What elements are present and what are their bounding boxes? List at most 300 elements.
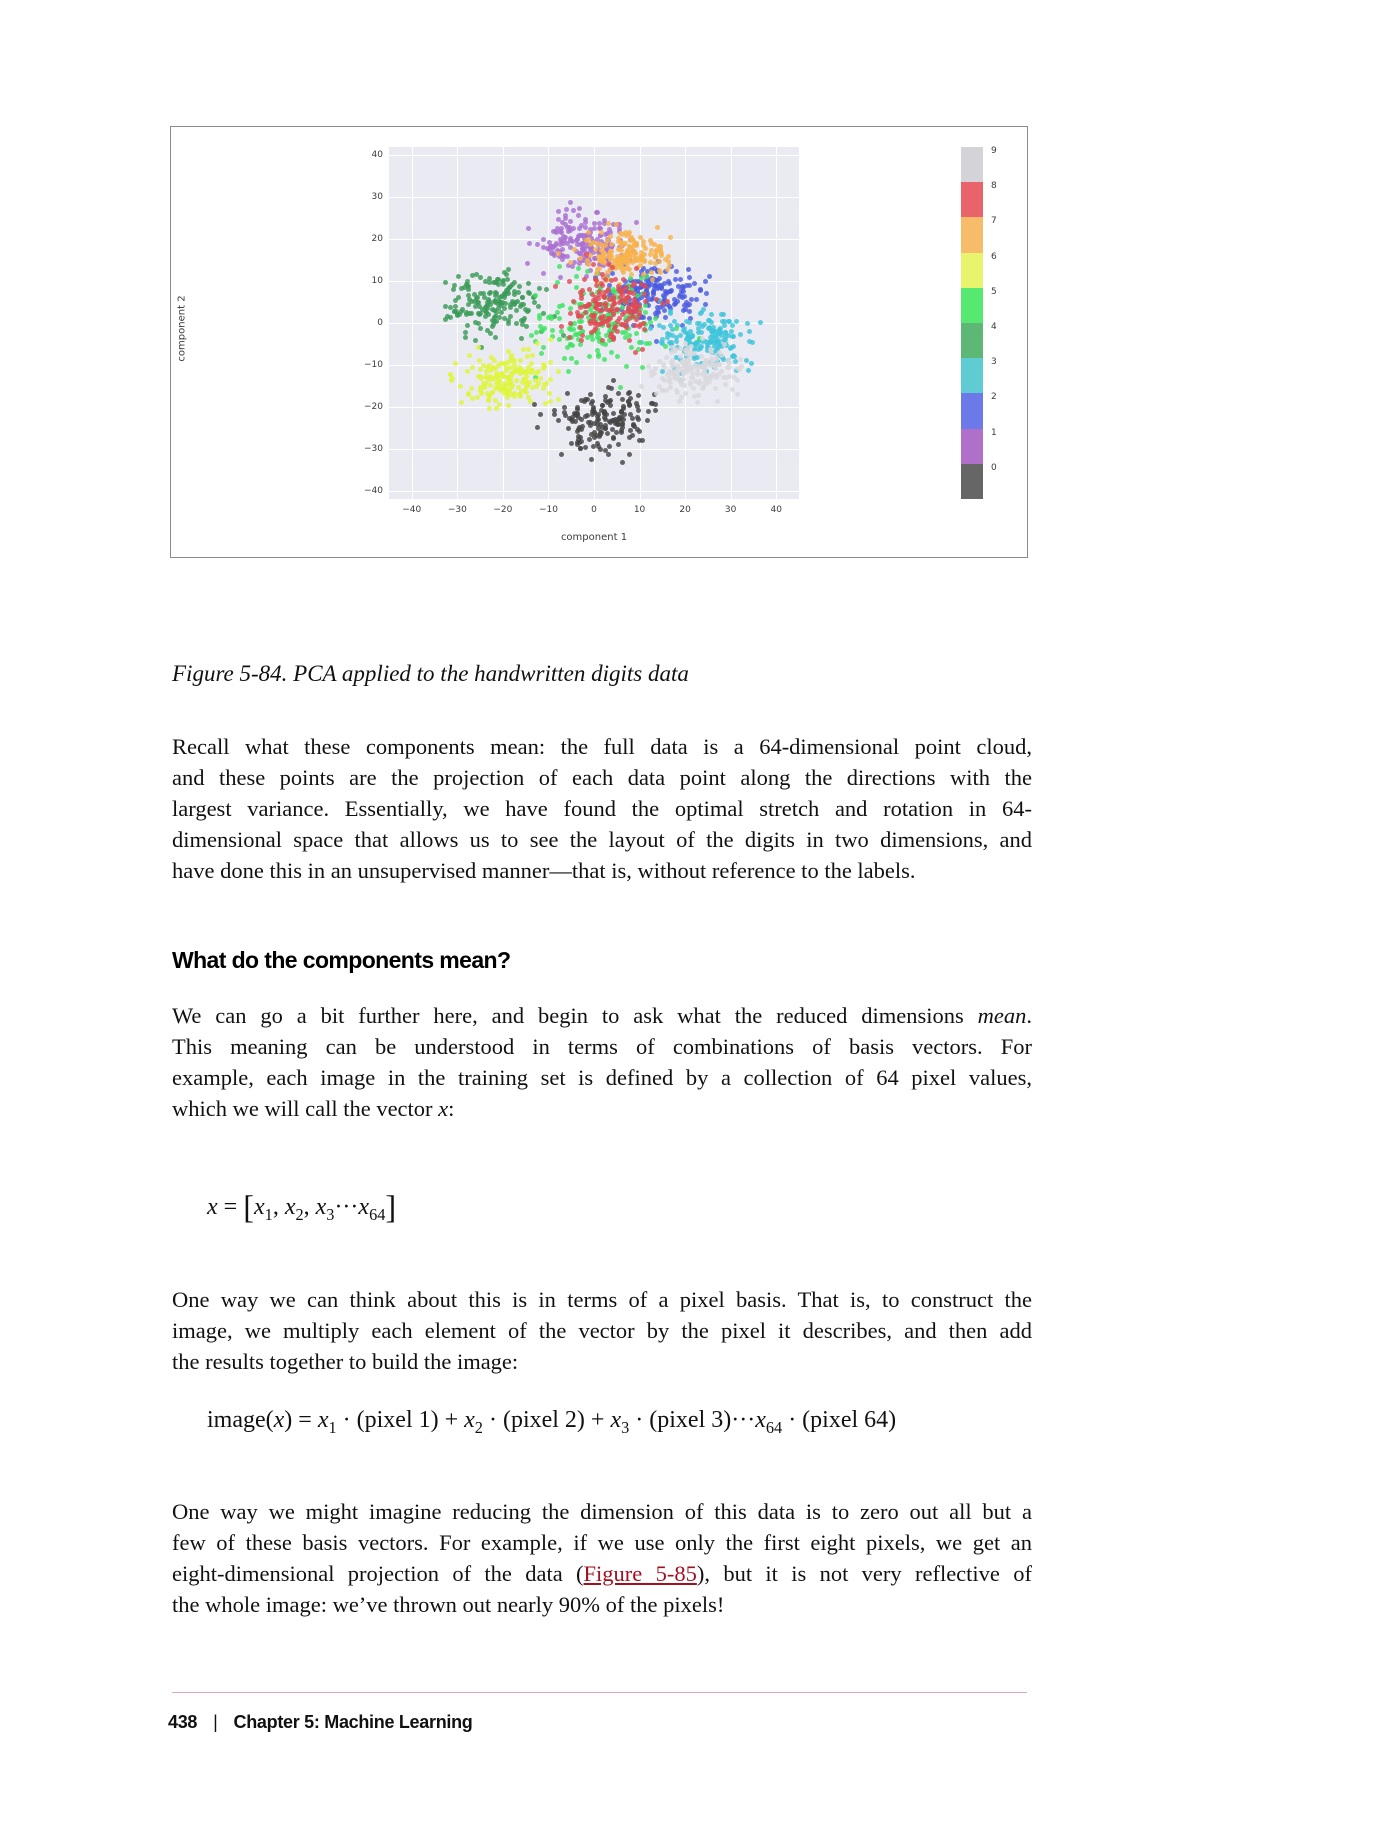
scatter-point xyxy=(627,435,632,440)
text-line: dimensional space that allows us to see the layout of the digits in two dimensions, and xyxy=(172,827,1032,852)
colorbar-segment xyxy=(961,429,983,464)
scatter-point xyxy=(726,319,731,324)
scatter-point xyxy=(634,401,639,406)
scatter-point xyxy=(580,333,585,338)
scatter-point xyxy=(520,295,525,300)
scatter-point xyxy=(443,304,448,309)
scatter-point xyxy=(619,409,624,414)
scatter-point xyxy=(473,338,478,343)
scatter-point xyxy=(667,304,672,309)
colorbar-tick-label: 3 xyxy=(991,357,997,368)
scatter-point xyxy=(630,416,635,421)
x-tick-label: −10 xyxy=(538,505,558,515)
scatter-point xyxy=(548,399,553,404)
colorbar-tick-label: 9 xyxy=(991,146,997,156)
scatter-point xyxy=(641,272,646,277)
scatter-point xyxy=(696,347,701,352)
scatter-point xyxy=(694,297,699,302)
scatter-point xyxy=(692,356,697,361)
scatter-point xyxy=(587,437,592,442)
scatter-point xyxy=(556,397,561,402)
text-line: largest variance. Essentially, we have found the optimal stretch and rotation in 64- xyxy=(172,796,1032,821)
scatter-point xyxy=(508,305,513,310)
scatter-point xyxy=(713,329,718,334)
text-run: ), but it is not very reflective of xyxy=(696,1561,1032,1586)
scatter-point xyxy=(603,277,608,282)
text-line: image, we multiply each element of the vector by the pixel it describes, and then add xyxy=(172,1318,1032,1343)
scatter-point xyxy=(681,372,686,377)
scatter-point xyxy=(715,399,720,404)
scatter-point xyxy=(605,431,610,436)
text-line: the whole image: we’ve thrown out nearly 90% of the pixels! xyxy=(172,1592,725,1617)
scatter-point xyxy=(578,342,583,347)
scatter-point xyxy=(670,333,675,338)
text-line: the results together to build the image: xyxy=(172,1349,519,1374)
scatter-point xyxy=(557,316,562,321)
scatter-point xyxy=(562,405,567,410)
scatter-point xyxy=(578,435,583,440)
text-run: which we will call the vector xyxy=(172,1096,439,1121)
scatter-point xyxy=(568,311,573,316)
text-line xyxy=(172,1558,1032,1589)
scatter-point xyxy=(528,399,533,404)
text-emphasis: mean xyxy=(977,1003,1027,1028)
scatter-point xyxy=(564,207,569,212)
scatter-point xyxy=(548,377,553,382)
scatter-point xyxy=(636,417,641,422)
y-tick-label: −40 xyxy=(364,485,383,496)
scatter-point xyxy=(565,391,570,396)
scatter-point xyxy=(686,267,691,272)
scatter-point xyxy=(623,241,628,246)
scatter-point xyxy=(628,396,633,401)
scatter-point xyxy=(660,301,665,306)
scatter-point xyxy=(498,300,503,305)
scatter-point xyxy=(568,200,573,205)
scatter-point xyxy=(653,311,658,316)
scatter-point xyxy=(709,312,714,317)
scatter-point xyxy=(677,294,682,299)
scatter-point xyxy=(630,260,635,265)
scatter-point xyxy=(458,384,463,389)
scatter-point xyxy=(569,417,574,422)
scatter-point xyxy=(728,346,733,351)
scatter-point xyxy=(556,209,561,214)
figure-caption: Figure 5-84. PCA applied to the handwritten digits data xyxy=(172,661,689,686)
scatter-point xyxy=(687,320,692,325)
scatter-point xyxy=(579,296,584,301)
text-line: Recall what these components mean: the full data is a 64-dimensional point cloud, xyxy=(172,734,1032,759)
scatter-point xyxy=(704,291,709,296)
scatter-point xyxy=(639,384,644,389)
scatter-point xyxy=(512,292,517,297)
scatter-point xyxy=(745,321,750,326)
scatter-point xyxy=(445,314,450,319)
scatter-point xyxy=(625,295,630,300)
scatter-point xyxy=(608,234,613,239)
scatter-point xyxy=(579,398,584,403)
text-line: One way we can think about this is in terms of a pixel basis. That is, to construct the xyxy=(172,1287,1032,1312)
scatter-point xyxy=(699,310,704,315)
colorbar-segment xyxy=(961,182,983,217)
scatter-point xyxy=(505,395,510,400)
scatter-point xyxy=(711,335,716,340)
scatter-point xyxy=(707,274,712,279)
scatter-point xyxy=(571,208,576,213)
y-tick-label: 30 xyxy=(371,192,383,203)
scatter-point xyxy=(719,369,724,374)
scatter-point xyxy=(466,284,471,289)
scatter-point xyxy=(602,357,607,362)
scatter-point xyxy=(493,290,498,295)
scatter-point xyxy=(639,256,644,261)
scatter-point xyxy=(666,279,671,284)
scatter-point xyxy=(606,452,611,457)
x-tick-label: 20 xyxy=(679,505,691,515)
scatter-point xyxy=(466,302,471,307)
scatter-point xyxy=(525,354,530,359)
scatter-point xyxy=(576,313,581,318)
scatter-point xyxy=(518,358,523,363)
scatter-point xyxy=(664,388,669,393)
gridline-horizontal xyxy=(389,197,799,198)
scatter-point xyxy=(683,391,688,396)
scatter-point xyxy=(493,335,498,340)
scatter-point xyxy=(517,284,522,289)
paragraph-recall xyxy=(172,731,1032,886)
text-run: eight-dimensional projection of the data ( xyxy=(172,1561,584,1586)
scatter-point xyxy=(576,266,581,271)
scatter-point xyxy=(584,252,589,257)
scatter-point xyxy=(514,378,519,383)
scatter-point xyxy=(463,330,468,335)
figure-container xyxy=(170,126,1028,558)
scatter-point xyxy=(645,418,650,423)
scatter-point xyxy=(457,312,462,317)
scatter-point xyxy=(609,350,614,355)
scatter-point xyxy=(697,321,702,326)
scatter-point xyxy=(548,337,553,342)
scatter-point xyxy=(597,221,602,226)
scatter-point xyxy=(633,350,638,355)
x-tick-label: −20 xyxy=(493,505,513,515)
scatter-point xyxy=(599,248,604,253)
scatter-point xyxy=(592,435,597,440)
scatter-point xyxy=(662,308,667,313)
scatter-point xyxy=(574,238,579,243)
scatter-point xyxy=(592,313,597,318)
scatter-point xyxy=(653,408,658,413)
scatter-point xyxy=(714,373,719,378)
scatter-point xyxy=(627,452,632,457)
scatter-point xyxy=(738,357,743,362)
scatter-point xyxy=(730,334,735,339)
scatter-point xyxy=(703,302,708,307)
scatter-point xyxy=(700,336,705,341)
scatter-point xyxy=(627,390,632,395)
colorbar-tick-label: 7 xyxy=(991,216,997,227)
scatter-point xyxy=(579,417,584,422)
scatter-point xyxy=(512,363,517,368)
scatter-point xyxy=(592,328,597,333)
colorbar-tick-label: 4 xyxy=(991,322,997,332)
scatter-point xyxy=(539,351,544,356)
scatter-point xyxy=(674,339,679,344)
scatter-point xyxy=(695,400,700,405)
scatter-point xyxy=(565,254,570,259)
scatter-point xyxy=(504,272,509,277)
scatter-point xyxy=(513,369,518,374)
colorbar xyxy=(961,147,983,499)
scatter-point xyxy=(490,324,495,329)
scatter-point xyxy=(463,335,468,340)
equation-bracket-open: [ xyxy=(243,1190,254,1226)
scatter-point xyxy=(643,310,648,315)
scatter-point xyxy=(670,358,675,363)
scatter-point xyxy=(730,323,735,328)
colorbar-segment xyxy=(961,147,983,182)
scatter-point xyxy=(597,292,602,297)
scatter-point xyxy=(594,278,599,283)
plot-axes-area xyxy=(389,147,799,499)
scatter-point xyxy=(474,296,479,301)
scatter-point xyxy=(524,324,529,329)
scatter-point xyxy=(606,316,611,321)
scatter-point xyxy=(527,241,532,246)
scatter-point xyxy=(747,339,752,344)
scatter-point xyxy=(524,390,529,395)
equation-image-expansion: image(x) = $x_1$ · (pixel $1) + x_2$ · (pixel $2) + x_3$ · (pixel $3)\cdot\cdot\cdot x_{64}$ · (pixel 64) xyxy=(207,1407,897,1437)
scatter-point xyxy=(654,391,659,396)
scatter-point xyxy=(639,282,644,287)
scatter-point xyxy=(585,269,590,274)
scatter-point xyxy=(703,279,708,284)
scatter-point xyxy=(727,365,732,370)
scatter-point xyxy=(672,302,677,307)
scatter-point xyxy=(654,248,659,253)
scatter-point xyxy=(549,251,554,256)
text-emphasis: x xyxy=(438,1096,449,1121)
scatter-point xyxy=(560,303,565,308)
scatter-point xyxy=(533,293,538,298)
scatter-point xyxy=(562,410,567,415)
scatter-point xyxy=(648,326,653,331)
scatter-point xyxy=(600,283,605,288)
scatter-point xyxy=(747,329,752,334)
scatter-point xyxy=(504,288,509,293)
scatter-point xyxy=(514,321,519,326)
scatter-point xyxy=(487,394,492,399)
x-axis-label: component 1 xyxy=(560,532,628,543)
scatter-point xyxy=(588,392,593,397)
footer-page-number: 438 xyxy=(168,1712,198,1732)
scatter-point xyxy=(629,345,634,350)
colorbar-tick-label: 1 xyxy=(991,427,997,438)
scatter-point xyxy=(506,377,511,382)
scatter-point xyxy=(572,247,577,252)
scatter-point xyxy=(466,293,471,298)
scatter-point xyxy=(526,226,531,231)
scatter-point xyxy=(631,291,636,296)
scatter-point xyxy=(611,335,616,340)
scatter-point xyxy=(655,225,660,230)
scatter-point xyxy=(501,278,506,283)
scatter-point xyxy=(749,361,754,366)
equation-term: $x_{64}$ xyxy=(358,1194,386,1224)
scatter-point xyxy=(575,405,580,410)
text-line: few of these basis vectors. For example, if we use only the first eight pixels, we get an xyxy=(172,1530,1032,1555)
scatter-point xyxy=(603,426,608,431)
scatter-point xyxy=(568,306,573,311)
scatter-point xyxy=(541,386,546,391)
scatter-point xyxy=(568,260,573,265)
scatter-point xyxy=(624,319,629,324)
colorbar-segment xyxy=(961,358,983,393)
scatter-point xyxy=(529,333,534,338)
scatter-point xyxy=(582,277,587,282)
text-line: which we will call the vector x: xyxy=(172,1096,455,1121)
scatter-point xyxy=(574,285,579,290)
scatter-point xyxy=(578,446,583,451)
scatter-point xyxy=(525,261,530,266)
scatter-point xyxy=(619,428,624,433)
scatter-point xyxy=(674,269,679,274)
scatter-point xyxy=(722,342,727,347)
scatter-point xyxy=(646,409,651,414)
scatter-point xyxy=(649,373,654,378)
scatter-point xyxy=(644,341,649,346)
scatter-point xyxy=(518,304,523,309)
scatter-point xyxy=(443,280,448,285)
scatter-point xyxy=(587,354,592,359)
paragraph-pixel-basis xyxy=(172,1284,1032,1377)
scatter-point xyxy=(456,295,461,300)
scatter-point xyxy=(606,385,611,390)
scatter-point xyxy=(465,369,470,374)
scatter-point xyxy=(654,339,659,344)
scatter-point xyxy=(615,329,620,334)
scatter-point xyxy=(547,391,552,396)
scatter-point xyxy=(649,270,654,275)
scatter-point xyxy=(470,396,475,401)
scatter-point xyxy=(608,398,613,403)
scatter-point xyxy=(684,283,689,288)
scatter-point xyxy=(618,385,623,390)
y-tick-label: 0 xyxy=(377,318,383,328)
scatter-point xyxy=(595,418,600,423)
scatter-point xyxy=(657,283,662,288)
section-heading: What do the components mean? xyxy=(172,947,511,973)
scatter-point xyxy=(576,213,581,218)
scatter-point xyxy=(558,237,563,242)
scatter-point xyxy=(677,378,682,383)
scatter-point xyxy=(519,367,524,372)
scatter-point xyxy=(682,294,687,299)
scatter-point xyxy=(555,310,560,315)
colorbar-segment xyxy=(961,464,983,499)
scatter-point xyxy=(559,230,564,235)
scatter-point xyxy=(732,375,737,380)
scatter-point xyxy=(692,281,697,286)
scatter-point xyxy=(476,321,481,326)
scatter-point xyxy=(619,415,624,420)
scatter-point xyxy=(550,328,555,333)
scatter-point xyxy=(609,278,614,283)
scatter-point xyxy=(611,411,616,416)
footer-separator: | xyxy=(213,1712,218,1732)
scatter-point xyxy=(627,338,632,343)
scatter-point xyxy=(648,260,653,265)
scatter-point xyxy=(506,321,511,326)
scatter-point xyxy=(571,226,576,231)
figure-cross-reference-link[interactable]: Figure 5-85 xyxy=(583,1561,697,1586)
scatter-point xyxy=(639,250,644,255)
scatter-point xyxy=(494,406,499,411)
scatter-point xyxy=(488,368,493,373)
scatter-point xyxy=(713,386,718,391)
scatter-point xyxy=(700,386,705,391)
text-line: and these points are the projection of each data point along the directions with the xyxy=(172,765,1032,790)
scatter-point xyxy=(532,402,537,407)
scatter-point xyxy=(649,401,654,406)
scatter-point xyxy=(553,284,558,289)
scatter-point xyxy=(541,345,546,350)
gridline-horizontal xyxy=(389,155,799,156)
x-tick-label: 40 xyxy=(770,505,782,515)
scatter-point xyxy=(494,310,499,315)
text-line xyxy=(172,1000,1032,1031)
scatter-point xyxy=(612,258,617,263)
scatter-point xyxy=(465,323,470,328)
x-tick-label: 30 xyxy=(724,505,737,515)
scatter-point xyxy=(611,378,616,383)
scatter-point xyxy=(578,290,583,295)
scatter-point xyxy=(534,330,539,335)
scatter-point xyxy=(559,452,564,457)
equation-term: $x_3$ xyxy=(315,1194,335,1224)
scatter-point xyxy=(600,403,605,408)
scatter-point xyxy=(585,335,590,340)
scatter-point xyxy=(487,291,492,296)
scatter-point xyxy=(536,381,541,386)
text-line: One way we might imagine reducing the dimension of this data is to zero out all but a xyxy=(172,1499,1032,1524)
scatter-point xyxy=(599,308,604,313)
scatter-point xyxy=(654,297,659,302)
scatter-point xyxy=(616,391,621,396)
scatter-point xyxy=(663,344,668,349)
scatter-point xyxy=(526,281,531,286)
scatter-point xyxy=(488,331,493,336)
scatter-point xyxy=(640,438,645,443)
scatter-point xyxy=(685,303,690,308)
scatter-point xyxy=(620,397,625,402)
y-tick-label: 10 xyxy=(371,276,383,287)
scatter-point xyxy=(562,356,567,361)
scatter-point xyxy=(478,326,483,331)
scatter-point xyxy=(620,421,625,426)
scatter-point xyxy=(574,274,579,279)
scatter-point xyxy=(536,369,541,374)
scatter-point xyxy=(664,355,669,360)
scatter-point xyxy=(592,226,597,231)
scatter-point xyxy=(456,274,461,279)
scatter-point xyxy=(634,220,639,225)
footer-divider xyxy=(172,1692,1027,1693)
scatter-point xyxy=(620,460,625,465)
text-run: . xyxy=(1026,1003,1032,1028)
scatter-point xyxy=(453,361,458,366)
scatter-point xyxy=(478,367,483,372)
